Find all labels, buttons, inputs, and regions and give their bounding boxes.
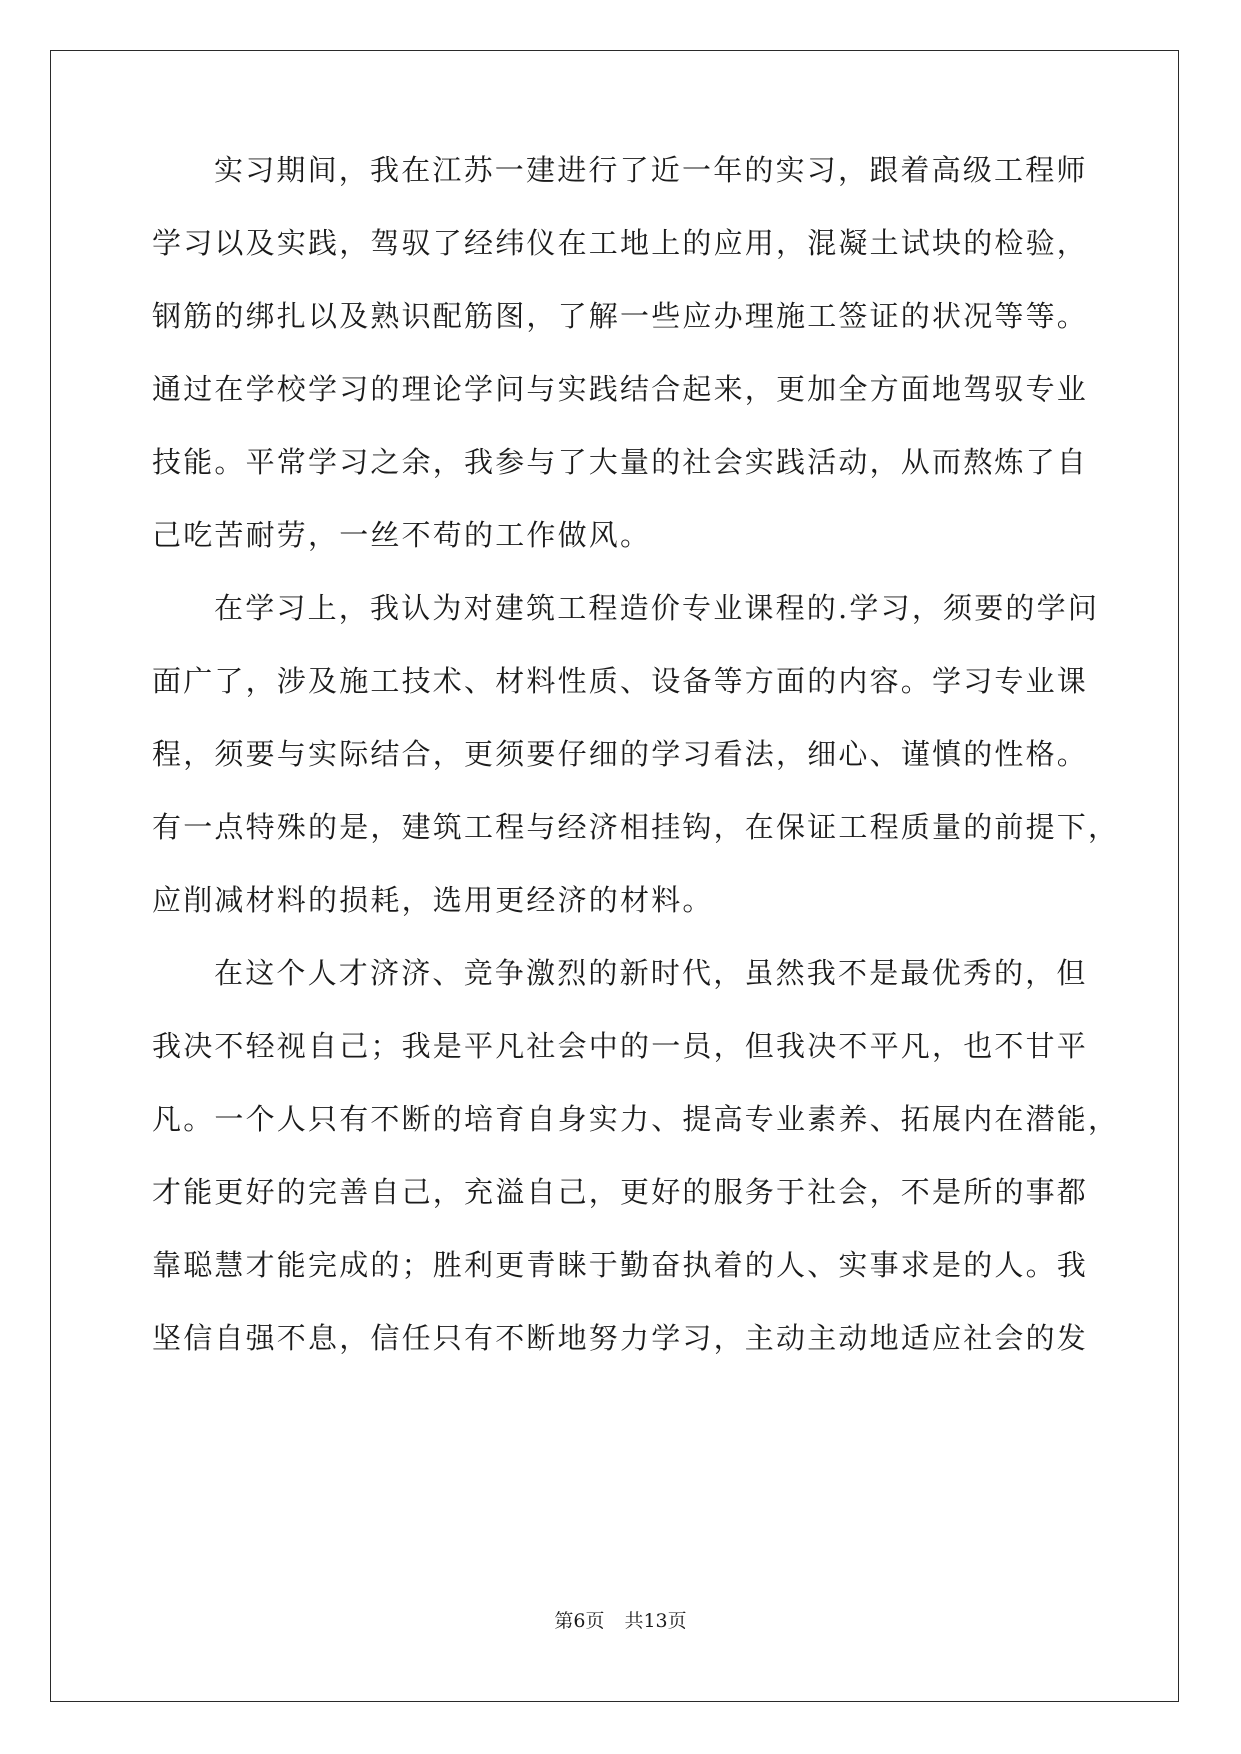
paragraph-2-line-5: 应削减材料的损耗，选用更经济的材料。 — [152, 883, 714, 917]
paragraph-2-line-1: 在学习上，我认为对建筑工程造价专业课程的.学习，须要的学问 — [214, 591, 1100, 625]
paragraph-3-line-1: 在这个人才济济、竞争激烈的新时代，虽然我不是最优秀的，但 — [214, 956, 1088, 990]
paragraph-1-line-5: 技能。平常学习之余，我参与了大量的社会实践活动，从而熬炼了自 — [152, 445, 1089, 479]
paragraph-2-line-3: 程，须要与实际结合，更须要仔细的学习看法，细心、谨慎的性格。 — [152, 737, 1089, 771]
paragraph-3-line-3: 凡。一个人只有不断的培育自身实力、提高专业素养、拓展内在潜能， — [152, 1102, 1120, 1136]
total-pages: 共13页 — [624, 1610, 687, 1632]
paragraph-3-line-4: 才能更好的完善自己，充溢自己，更好的服务于社会，不是所的事都 — [152, 1175, 1089, 1209]
paragraph-2-line-2: 面广了，涉及施工技术、材料性质、设备等方面的内容。学习专业课 — [152, 664, 1089, 698]
paragraph-1-line-2: 学习以及实践，驾驭了经纬仪在工地上的应用，混凝土试块的检验， — [152, 226, 1089, 260]
paragraph-1-line-4: 通过在学校学习的理论学问与实践结合起来，更加全方面地驾驭专业 — [152, 372, 1089, 406]
paragraph-2-line-4: 有一点特殊的是，建筑工程与经济相挂钩，在保证工程质量的前提下， — [152, 810, 1120, 844]
paragraph-3-line-6: 坚信自强不息，信任只有不断地努力学习，主动主动地适应社会的发 — [152, 1321, 1089, 1355]
paragraph-3-line-2: 我决不轻视自己；我是平凡社会中的一员，但我决不平凡，也不甘平 — [152, 1029, 1089, 1063]
page-number: 第6页 — [554, 1610, 605, 1632]
paragraph-1-line-3: 钢筋的绑扎以及熟识配筋图，了解一些应办理施工签证的状况等等。 — [152, 299, 1089, 333]
page-footer — [0, 1609, 1241, 1633]
paragraph-1-line-1: 实习期间，我在江苏一建进行了近一年的实习，跟着高级工程师 — [214, 153, 1088, 187]
paragraph-1-line-6: 己吃苦耐劳，一丝不苟的工作做风。 — [152, 518, 652, 552]
paragraph-3-line-5: 靠聪慧才能完成的；胜利更青睐于勤奋执着的人、实事求是的人。我 — [152, 1248, 1089, 1282]
